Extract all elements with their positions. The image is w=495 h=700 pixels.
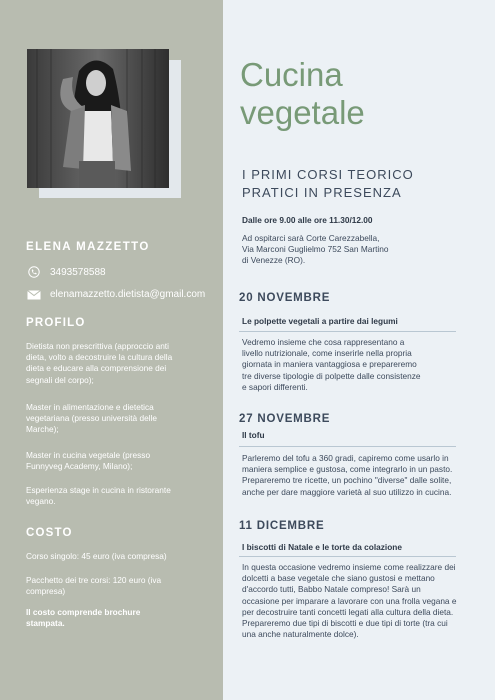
profile-photo: [27, 49, 169, 188]
divider: [239, 331, 456, 332]
profilo-paragraph: Master in cucina vegetale (presso Funnyveg Academy, Milano);: [26, 450, 151, 472]
profilo-paragraph: Dietista non prescrittiva (approccio anti dieta, volto a decostruire la cultura della dieta e educare alla comprensione dei segnali del corpo);: [26, 341, 173, 385]
title-line: vegetale: [240, 94, 365, 131]
email-contact: [26, 289, 205, 300]
event-title: I biscotti di Natale e le torte da colazione: [242, 542, 402, 552]
profilo-paragraph: Master in alimentazione e dietetica vegetariana (presso università delle Marche);: [26, 402, 157, 435]
divider: [239, 446, 456, 447]
subtitle-line: I PRIMI CORSI TEORICO: [242, 167, 414, 182]
phone-icon: [26, 266, 42, 278]
course-location: Ad ospitarci sarà Corte Carezzabella, Via Marconi Guglielmo 752 San Martino di Venezze (RO).: [242, 233, 389, 266]
mail-icon: [26, 290, 42, 300]
phone-contact: [26, 266, 106, 278]
event-date: 11 DICEMBRE: [239, 520, 325, 532]
event-description: In questa occasione vedremo insieme come realizzare dei dolcetti a base vegetale che siano gustosi e mettano d'accordo tutti, Babbo Natale compreso! Sarà un occasione per imparare a lavorare con una frolla vegana e per decostruire tanti concetti legati alla cultura della dieta. Prepareremo due tipi di biscotti e due tipi di torte (tra cui una anche naturalmente dolce).: [242, 562, 457, 640]
divider: [239, 556, 456, 557]
page-subtitle: [242, 166, 414, 202]
price-note: Il costo comprende brochure stampata.: [26, 607, 141, 629]
price-line: Corso singolo: 45 euro (iva compresa): [26, 551, 167, 561]
event-date: 20 NOVEMBRE: [239, 292, 331, 304]
page-title: [240, 56, 365, 132]
event-description: Vedremo insieme che cosa rappresentano a livello nutrizionale, come inserirle nella propria giornata in maniera vantaggiosa e prepareremo tre diverse tipologie di polpette dalle consistenze e sapori differenti.: [242, 337, 421, 392]
title-line: Cucina: [240, 56, 343, 93]
event-description: Parleremo del tofu a 360 gradi, capiremo come usarlo in maniera semplice e gustosa, come integrarlo in un pasto. Prepareremo tre ricette, un pochino "diverse" dalle solite, anche per dare maggiore varietà al suo utilizzo in cucina.: [242, 453, 453, 497]
person-name: ELENA MAZZETTO: [26, 241, 150, 253]
subtitle-line: PRATICI IN PRESENZA: [242, 185, 402, 200]
price-line: Pacchetto dei tre corsi: 120 euro (iva compresa): [26, 575, 162, 597]
profilo-heading: PROFILO: [26, 317, 86, 329]
course-hours: Dalle ore 9.00 alle ore 11.30/12.00: [242, 215, 373, 225]
email-address: elenamazzetto.dietista@gmail.com: [50, 289, 206, 300]
profilo-paragraph: Esperienza stage in cucina in ristorante vegano.: [26, 485, 171, 507]
event-title: Le polpette vegetali a partire dai legumi: [242, 316, 398, 326]
event-title: Il tofu: [242, 430, 265, 440]
costo-heading: COSTO: [26, 527, 73, 539]
event-date: 27 NOVEMBRE: [239, 413, 331, 425]
phone-number: 3493578588: [50, 266, 106, 278]
